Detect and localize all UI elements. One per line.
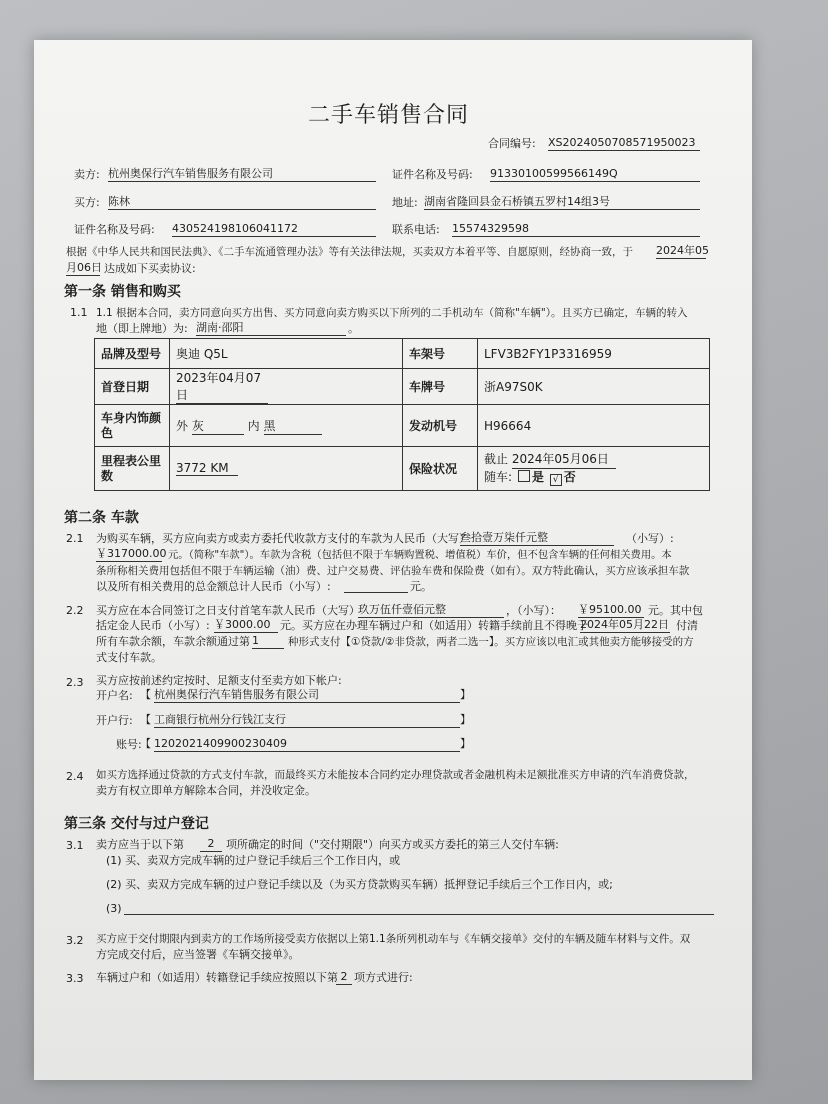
address-value: 湖南省隆回县金石桥镇五罗村14组3号 bbox=[424, 195, 700, 210]
insurance-until-label: 截止 bbox=[484, 452, 509, 466]
insurance-cell bbox=[478, 447, 710, 491]
clause-2-2-text-2c: 元。买方应在办理车辆过户和（如适用）转籍手续前且不得晚于 bbox=[280, 619, 588, 632]
int-label: 内 bbox=[247, 418, 260, 433]
price-words: 叁拾壹万柒仟元整 bbox=[460, 531, 614, 546]
clause-2-4-text-1: 如买方选择通过贷款的方式支付车款，而最终买方未能按本合同约定办理贷款或者金融机构未足额批准买方申请的汽车消费贷款， bbox=[96, 769, 695, 781]
deposit-number: ￥3000.00 bbox=[214, 618, 278, 633]
clause-3-3-text-c: 项方式进行: bbox=[354, 971, 413, 984]
clause-1-1-text: 1.1 根据本合同，卖方同意向买方出售、买方同意向卖方购买以下所列的二手机动车（简称"车辆"）。且买方已确定，车辆的转入 bbox=[96, 307, 688, 319]
clause-2-2-num: 2.2 bbox=[66, 604, 84, 617]
transfer-option: 2 bbox=[336, 970, 352, 985]
seller-value: 杭州奥保行汽车销售服务有限公司 bbox=[108, 167, 376, 182]
clause-2-1-text-2: 元。（简称"车款"）。车款为含税（包括但不限于车辆购置税、增值税）车价，但不包含车辆的任何相关费用。本 bbox=[168, 549, 672, 561]
delivery-option-3: (3) bbox=[106, 902, 122, 915]
seller-id-value: 91330100599566149Q bbox=[490, 167, 700, 182]
payment-method: 1 bbox=[252, 634, 284, 649]
no-label: 否 bbox=[563, 470, 576, 484]
plate-label: 车牌号 bbox=[403, 369, 478, 405]
clause-3-3-text-a: 车辆过户和（如适用）转籍登记手续应按照以下第 bbox=[96, 971, 338, 984]
delivery-option-1: (1) 买、卖双方完成车辆的过户登记手续后三个工作日内，或 bbox=[106, 854, 401, 867]
article-2-title: 第二条 车款 bbox=[64, 510, 139, 526]
article-3-title: 第三条 交付与过户登记 bbox=[64, 816, 209, 832]
intro-text: 根据《中华人民共和国民法典》、《二手车流通管理办法》等有关法律法规，买卖双方本着平等、自愿原则，经协商一致，于 bbox=[66, 246, 633, 258]
clause-2-1-text-5: 元。 bbox=[410, 580, 432, 593]
vehicle-info-table bbox=[94, 338, 710, 491]
seller-id-label: 证件名称及号码: bbox=[392, 168, 473, 181]
delivery-option-2: (2) 买、卖双方完成车辆的过户登记手续以及（为买方贷款购买车辆）抵押登记手续后三个工作日内，或; bbox=[106, 878, 613, 891]
clause-2-1-text-4: 以及所有相关费用的总金额总计人民币（小写）: bbox=[96, 580, 331, 593]
reg-date-value: 2023年04月07日 bbox=[176, 369, 268, 404]
bank-label: 开户行: bbox=[96, 714, 133, 727]
clause-2-3-num: 2.3 bbox=[66, 676, 84, 689]
clause-3-1-text-a: 卖方应当于以下第 bbox=[96, 838, 184, 851]
buyer-label: 买方: bbox=[74, 196, 100, 209]
reg-date-label: 首登日期 bbox=[95, 369, 170, 405]
odometer-value: 3772 KM bbox=[176, 461, 238, 476]
clause-2-4-num: 2.4 bbox=[66, 770, 84, 783]
buyer-value: 陈林 bbox=[108, 195, 376, 210]
odometer-cell bbox=[170, 447, 403, 491]
color-label-2: 色 bbox=[101, 425, 114, 440]
clause-2-3-text: 买方应按前述约定按时、足额支付至卖方如下帐户: bbox=[96, 674, 342, 687]
contract-no-label: 合同编号: bbox=[488, 137, 536, 150]
clause-2-2-text-e: 元。其中包 bbox=[648, 604, 703, 617]
intro-date-b: 月06日 bbox=[66, 261, 102, 274]
color-label-1: 车身内饰颜 bbox=[101, 410, 162, 425]
address-label: 地址: bbox=[392, 196, 418, 209]
first-payment-words: 玖万伍仟壹佰元整 bbox=[358, 603, 504, 618]
with-car-label: 随车: bbox=[484, 470, 513, 484]
first-payment-number: ￥95100.00 bbox=[578, 603, 644, 618]
account-name-value: 杭州奥保行汽车销售服务有限公司 bbox=[154, 688, 460, 703]
int-color: 黑 bbox=[264, 417, 322, 435]
buyer-id-value: 430524198106041172 bbox=[172, 222, 376, 237]
bank-value: 工商银行杭州分行钱江支行 bbox=[154, 713, 460, 728]
odometer-label bbox=[95, 447, 170, 491]
phone-label: 联系电话: bbox=[392, 223, 440, 236]
delivery-option-3-blank bbox=[124, 913, 714, 915]
clause-2-2-text-3c: 种形式支付【①贷款/②非贷款，两者二选一】。买方应该以电汇或其他卖方能够接受的方 bbox=[288, 636, 694, 648]
article-1-title: 第一条 销售和购买 bbox=[64, 284, 181, 300]
intro-date-a: 2024年05 bbox=[656, 244, 709, 257]
account-no-label: 账号: bbox=[116, 738, 142, 751]
clause-3-1-num: 3.1 bbox=[66, 839, 84, 852]
clause-2-2-text-4: 式支付车款。 bbox=[96, 651, 162, 664]
bracket-l-2: 【 bbox=[140, 713, 151, 726]
reg-date-cell bbox=[170, 369, 403, 405]
seller-label: 卖方: bbox=[74, 168, 100, 181]
clause-3-2-text-2: 方完成交付后，应当签署《车辆交接单》。 bbox=[96, 948, 300, 961]
clause-2-1-text-a: 为购买车辆，买方应向卖方或卖方委托代收款方支付的车款为人民币（大写） bbox=[96, 532, 470, 545]
engine-label: 发动机号 bbox=[403, 405, 478, 447]
clause-2-1-text-3: 条所称相关费用包括但不限于车辆运输（油）费、过户交易费、评估验车费和保险费（如有）。双方特此确认，买方应该承担车款 bbox=[96, 565, 690, 577]
brand-label: 品牌及型号 bbox=[95, 339, 170, 369]
delivery-option: 2 bbox=[200, 837, 222, 852]
insurance-label: 保险状况 bbox=[403, 447, 478, 491]
phone-value: 15574329598 bbox=[452, 222, 700, 237]
clause-1-1-num: 1.1 bbox=[70, 306, 88, 319]
bracket-r-1: 】 bbox=[460, 688, 471, 701]
clause-2-2-text-a: 买方应在本合同签订之日支付首笔车款人民币（大写） bbox=[96, 604, 360, 617]
balance-deadline: 2024年05月22日 bbox=[580, 618, 669, 631]
clause-2-1-num: 2.1 bbox=[66, 532, 84, 545]
bracket-r-2: 】 bbox=[460, 713, 471, 726]
clause-3-2-num: 3.2 bbox=[66, 934, 84, 947]
total-blank bbox=[344, 591, 408, 593]
yes-label: 是 bbox=[531, 470, 544, 484]
account-no-value: 1202021409900230409 bbox=[154, 737, 460, 752]
clause-2-1-text-c: （小写）: bbox=[626, 532, 674, 545]
price-number: ￥317000.00 bbox=[96, 547, 167, 560]
account-name-label: 开户名: bbox=[96, 689, 133, 702]
vin-value: LFV3B2FY1P3316959 bbox=[478, 339, 710, 369]
clause-3-1-text-c: 项所确定的时间（"交付期限"）向买方或买方委托的第三人交付车辆: bbox=[226, 838, 559, 851]
bracket-l-3: 【 bbox=[140, 737, 151, 750]
bracket-l-1: 【 bbox=[140, 688, 151, 701]
no-checkbox[interactable]: √ bbox=[550, 474, 562, 486]
yes-checkbox[interactable] bbox=[518, 470, 530, 482]
ext-label: 外 bbox=[176, 418, 189, 433]
clause-3-3-num: 3.3 bbox=[66, 972, 84, 985]
insurance-until-value: 2024年05月06日 bbox=[512, 451, 616, 469]
brand-value: 奥迪 Q5L bbox=[170, 339, 403, 369]
clause-2-2-text-c: ，（小写）： bbox=[506, 604, 561, 617]
clause-2-2-text-2a: 括定金人民币（小写）: bbox=[96, 619, 210, 632]
clause-2-2-text-3a: 所有车款余额，车款余额通过第 bbox=[96, 635, 250, 648]
clause-2-4-text-2: 卖方有权立即单方解除本合同，并没收定金。 bbox=[96, 784, 316, 797]
odometer-label-1: 里程表公里 bbox=[101, 453, 162, 468]
engine-value: H96664 bbox=[478, 405, 710, 447]
vin-label: 车架号 bbox=[403, 339, 478, 369]
period: 。 bbox=[348, 322, 359, 335]
clause-1-1-text-2: 地（即上牌地）为: bbox=[96, 322, 188, 335]
clause-2-2-text-2e: 付清 bbox=[676, 619, 698, 632]
clause-3-2-text-1: 买方应于交付期限内到卖方的工作场所接受卖方依据以上第1.1条所列机动车与《车辆交接单》交付的车辆及随车材料与文件。双 bbox=[96, 933, 691, 945]
page-title: 二手车销售合同 bbox=[308, 103, 470, 128]
plate-place: 湖南·邵阳 bbox=[196, 321, 346, 336]
odometer-label-2: 数 bbox=[101, 468, 114, 483]
bracket-r-3: 】 bbox=[460, 737, 471, 750]
color-cell bbox=[170, 405, 403, 447]
plate-value: 浙A97S0K bbox=[478, 369, 710, 405]
color-label bbox=[95, 405, 170, 447]
buyer-id-label: 证件名称及号码: bbox=[74, 223, 155, 236]
contract-no-value: XS20240507085719500​23 bbox=[548, 136, 700, 151]
ext-color: 灰 bbox=[192, 417, 244, 435]
intro-text-2: 达成如下买卖协议: bbox=[104, 262, 196, 275]
